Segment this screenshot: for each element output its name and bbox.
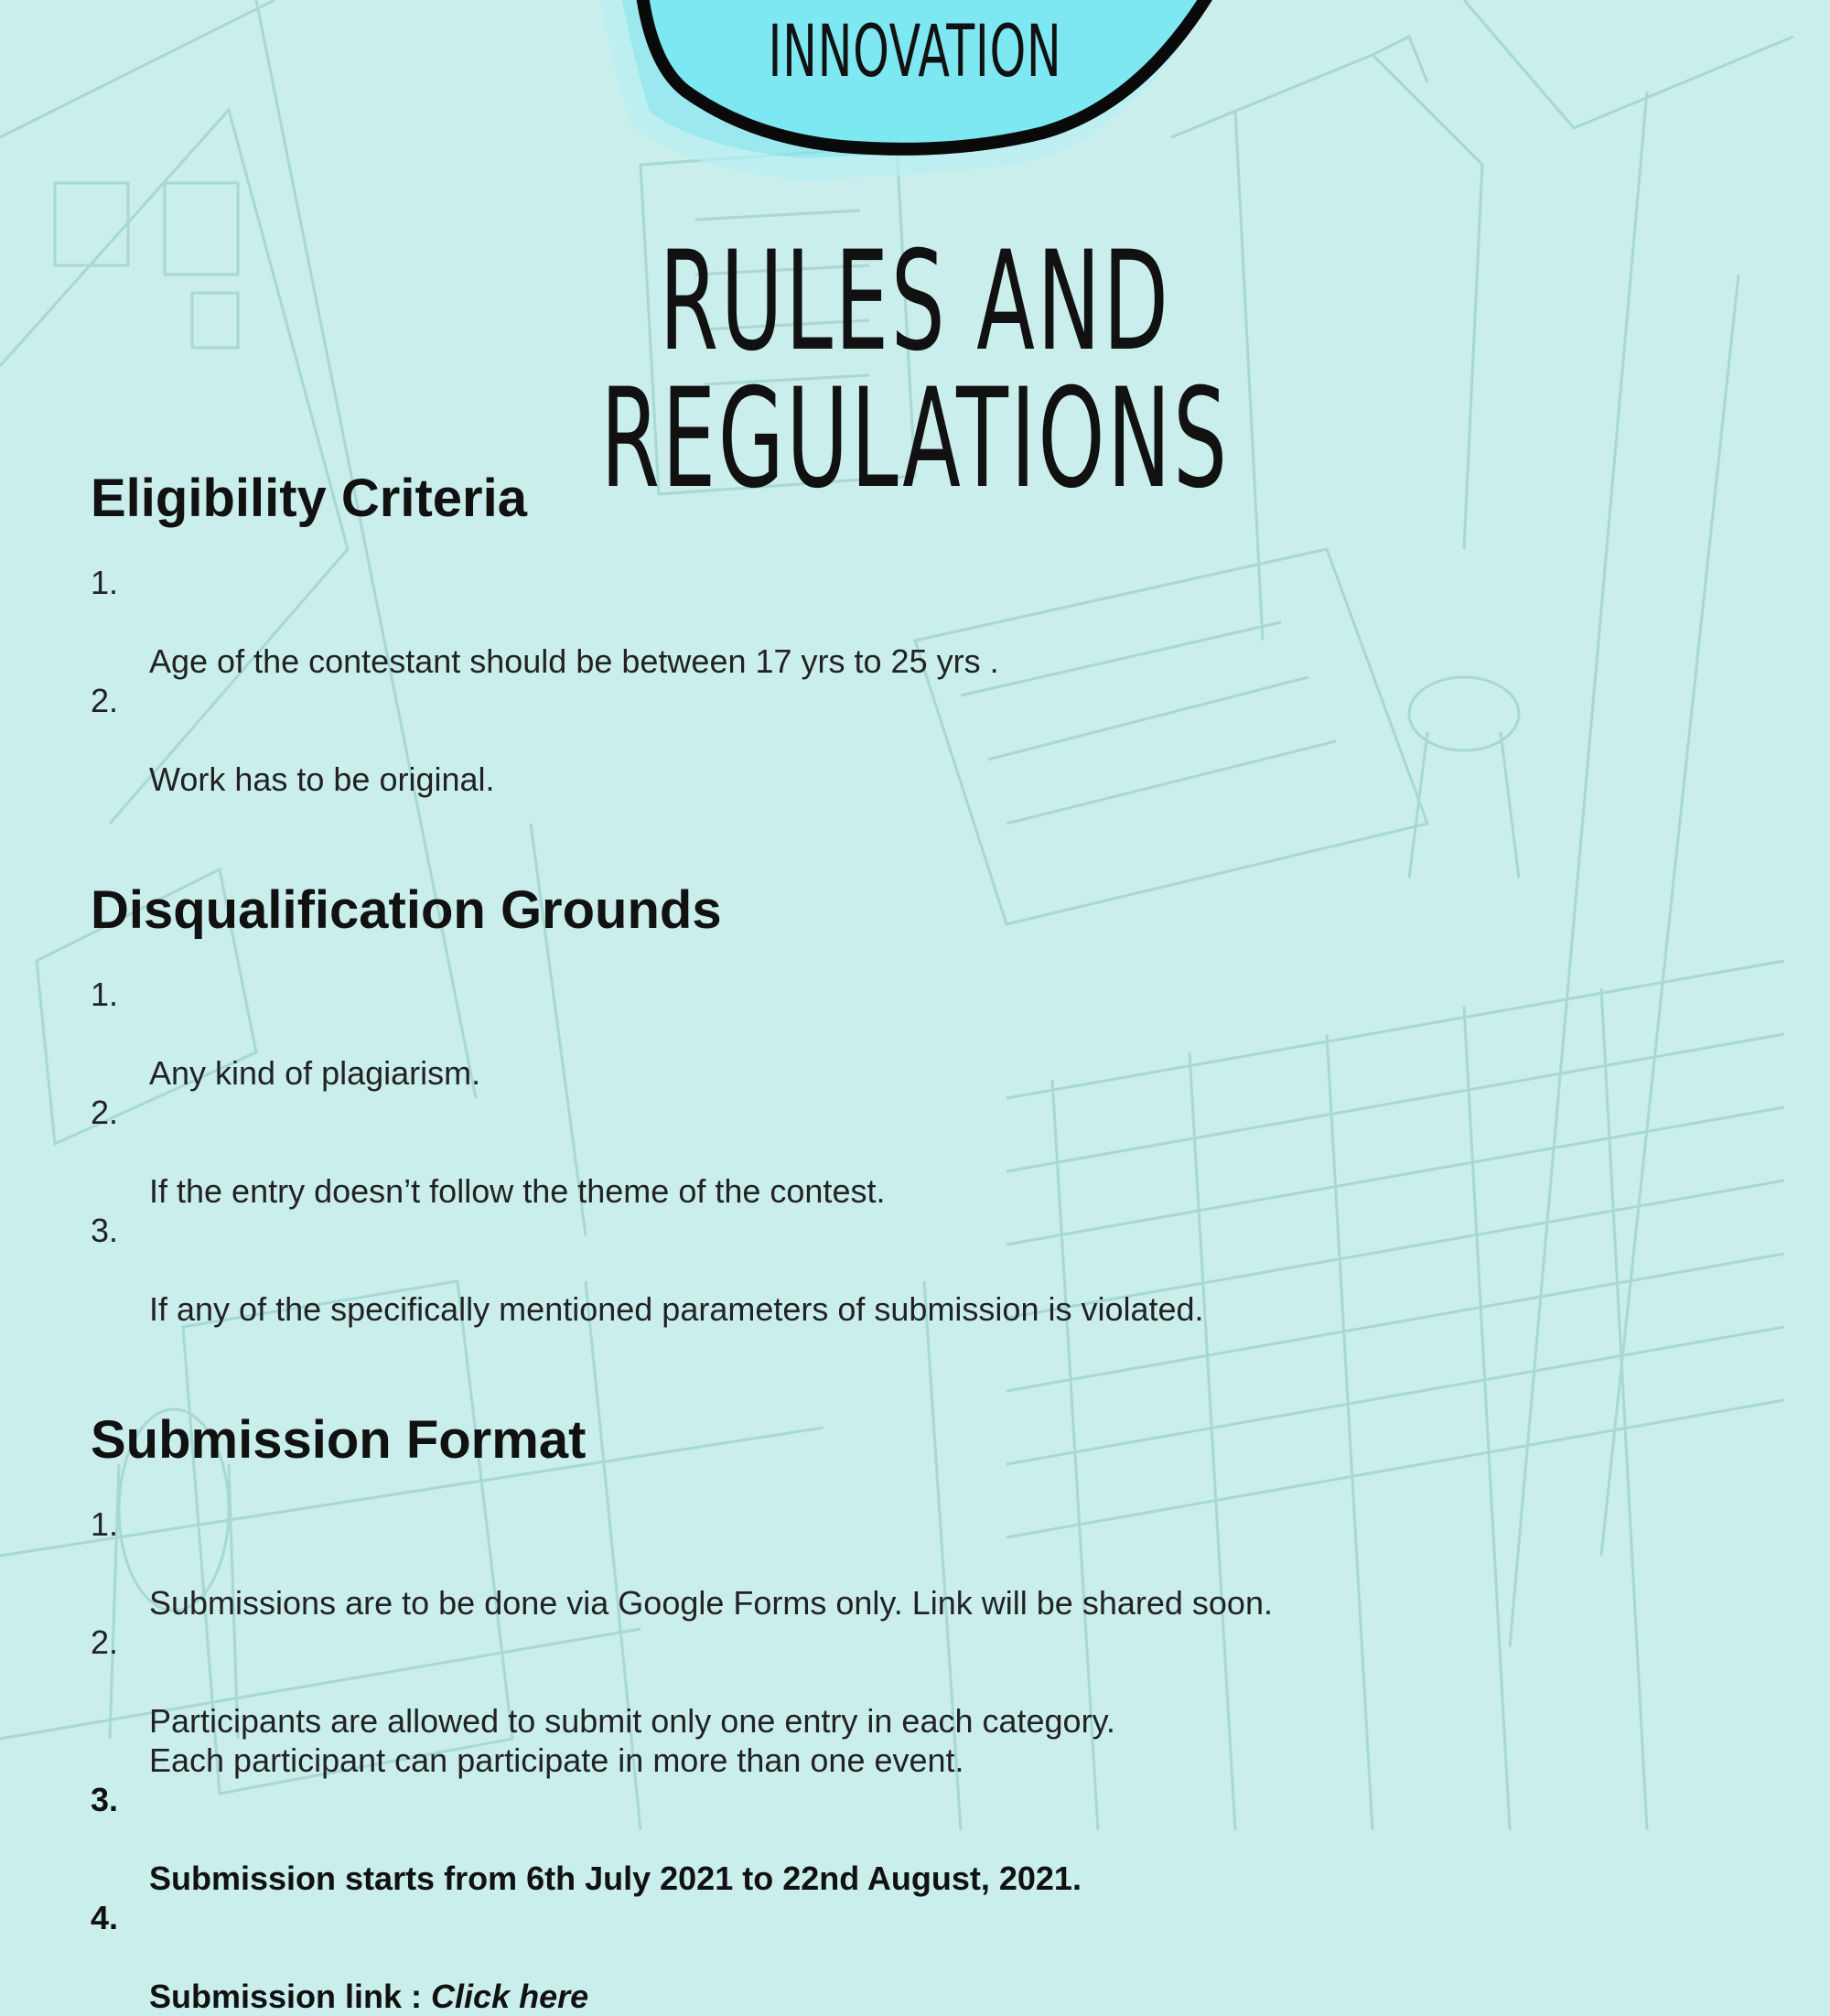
list-item-text: Work has to be original.: [149, 760, 495, 798]
list-item-text: If any of the specifically mentioned parameters of submission is violated.: [149, 1290, 1204, 1328]
list-item: [91, 1898, 1738, 2016]
list-item-number: 1.: [91, 1505, 119, 1543]
list-item-number: 3.: [91, 1781, 119, 1818]
section-heading: Submission Format: [91, 1410, 587, 1470]
list-item-text: Submission starts from 6th July 2021 to 22nd August, 2021.: [149, 1860, 1082, 1897]
submission-link[interactable]: Click here: [431, 1978, 589, 2015]
page-title: RULES AND REGULATIONS: [600, 222, 1230, 519]
list-item: [91, 563, 1738, 681]
list-item: [91, 975, 1738, 1093]
list-item-text: If the entry doesn’t follow the theme of the contest.: [149, 1172, 886, 1210]
section-heading: Eligibility Criteria: [91, 469, 527, 528]
innovation-badge: [586, 0, 1244, 210]
badge-label: INNOVATION: [768, 11, 1062, 93]
section-disqualification: [91, 874, 1738, 1329]
list-item-number: 2.: [91, 682, 119, 719]
list-item: [91, 1504, 1738, 1623]
list-item-text: Age of the contestant should be between 17 yrs to 25 yrs .: [149, 642, 999, 680]
list-item-number: 4.: [91, 1899, 119, 1936]
list-item-number: 1.: [91, 564, 119, 601]
list-item: [91, 1211, 1738, 1329]
list-item-number: 2.: [91, 1623, 119, 1661]
list-item: [91, 681, 1738, 799]
list-item-text: Submissions are to be done via Google Forms only. Link will be shared soon.: [149, 1584, 1273, 1622]
list-item-number: 3.: [91, 1212, 119, 1249]
list-item-text: Participants are allowed to submit only one entry in each category. Each participant can participate in more than one event.: [149, 1702, 1115, 1779]
eligibility-list: [91, 563, 1738, 799]
section-eligibility: [91, 462, 1738, 799]
list-item-number: 1.: [91, 976, 119, 1013]
list-item-number: 2.: [91, 1094, 119, 1131]
list-item: [91, 1623, 1738, 1780]
section-heading: Disqualification Grounds: [91, 880, 722, 940]
submission-list: [91, 1504, 1738, 2016]
list-item-text: Submission link :: [149, 1978, 432, 2015]
list-item-text: Any kind of plagiarism.: [149, 1054, 481, 1092]
list-item: [91, 1780, 1738, 1898]
list-item: [91, 1093, 1738, 1211]
section-submission: [91, 1404, 1738, 2016]
disqualification-list: [91, 975, 1738, 1329]
rules-content: [91, 462, 1738, 2016]
